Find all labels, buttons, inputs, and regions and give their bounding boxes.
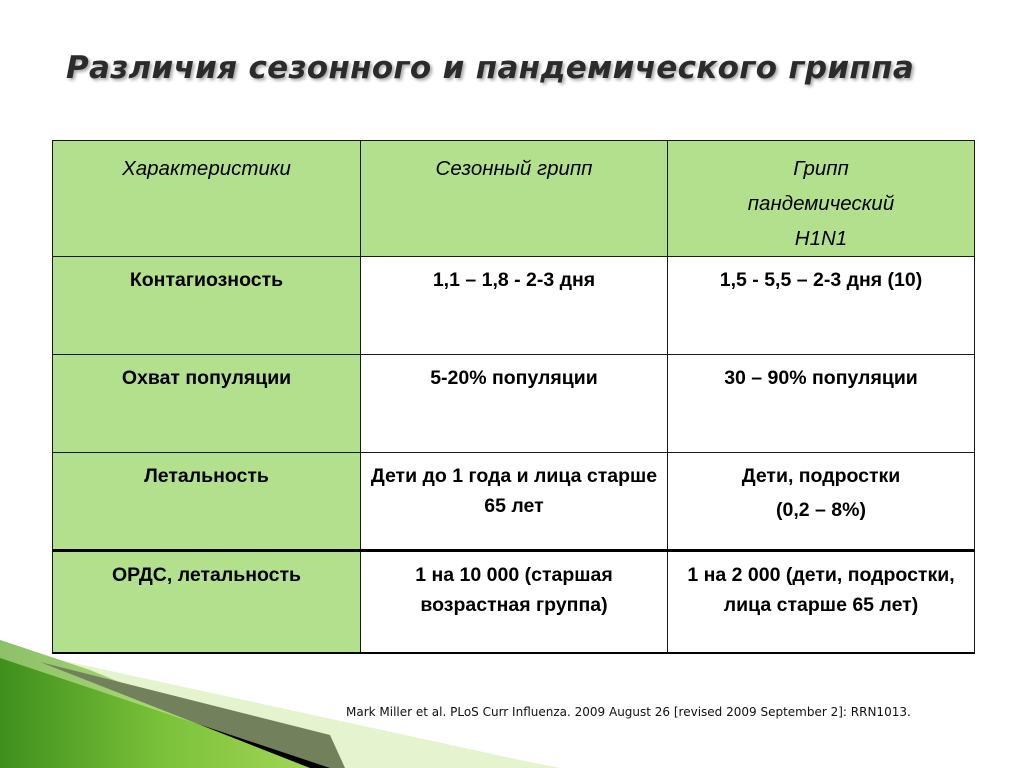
header-pandemic-flu — [668, 141, 975, 257]
table-row — [53, 453, 975, 551]
cell-seasonal-value: Дети до 1 года и лица старше 65 лет — [370, 465, 658, 517]
cell-pandemic-percent: (0,2 – 8%) — [776, 499, 866, 521]
header-seasonal-flu — [361, 141, 668, 257]
slide-title: Различия сезонного и пандемического гриппа — [66, 50, 915, 86]
cell-pandemic — [668, 551, 975, 653]
cell-seasonal — [361, 257, 668, 355]
cell-pandemic — [668, 257, 975, 355]
cell-pandemic-value: 1 на 2 000 (дети, подростки, лица старше 65 лет) — [687, 564, 955, 616]
row-label-ards-lethality: ОРДС, летальность — [53, 551, 361, 653]
cell-pandemic — [668, 453, 975, 551]
cell-pandemic — [668, 355, 975, 453]
decorative-swoosh — [0, 640, 560, 768]
cell-seasonal-value: 1,1 – 1,8 - 2-3 дня — [432, 269, 596, 291]
comparison-table — [52, 140, 975, 654]
table-row — [53, 355, 975, 453]
row-label-population-coverage: Охват популяции — [53, 355, 361, 453]
header-seasonal-flu-label: Сезонный грипп — [435, 157, 593, 180]
cell-seasonal — [361, 551, 668, 653]
cell-pandemic-value: 1,5 - 5,5 – 2-3 дня (10) — [719, 269, 923, 291]
cell-pandemic-value: 30 – 90% популяции — [724, 367, 918, 389]
header-pandemic-line2: пандемический — [747, 192, 895, 215]
cell-seasonal — [361, 453, 668, 551]
citation-text: Mark Miller et al. PLoS Curr Influenza. 2009 August 26 [revised 2009 September 2]: RRN1013. — [346, 705, 911, 719]
header-pandemic-line1: Грипп — [793, 157, 849, 180]
cell-seasonal-value: 5-20% популяции — [430, 367, 598, 389]
header-pandemic-line3: H1N1 — [794, 227, 848, 250]
row-label-lethality: Летальность — [53, 453, 361, 551]
row-label-contagiousness: Контагиозность — [53, 257, 361, 355]
header-characteristics — [53, 141, 361, 257]
cell-seasonal — [361, 355, 668, 453]
cell-seasonal-value: 1 на 10 000 (старшая возрастная группа) — [415, 564, 613, 616]
table-header-row — [53, 141, 975, 257]
table-row — [53, 551, 975, 653]
table-row — [53, 257, 975, 355]
cell-pandemic-value: Дети, подростки — [741, 465, 901, 487]
header-characteristics-label: Характеристики — [122, 157, 291, 180]
